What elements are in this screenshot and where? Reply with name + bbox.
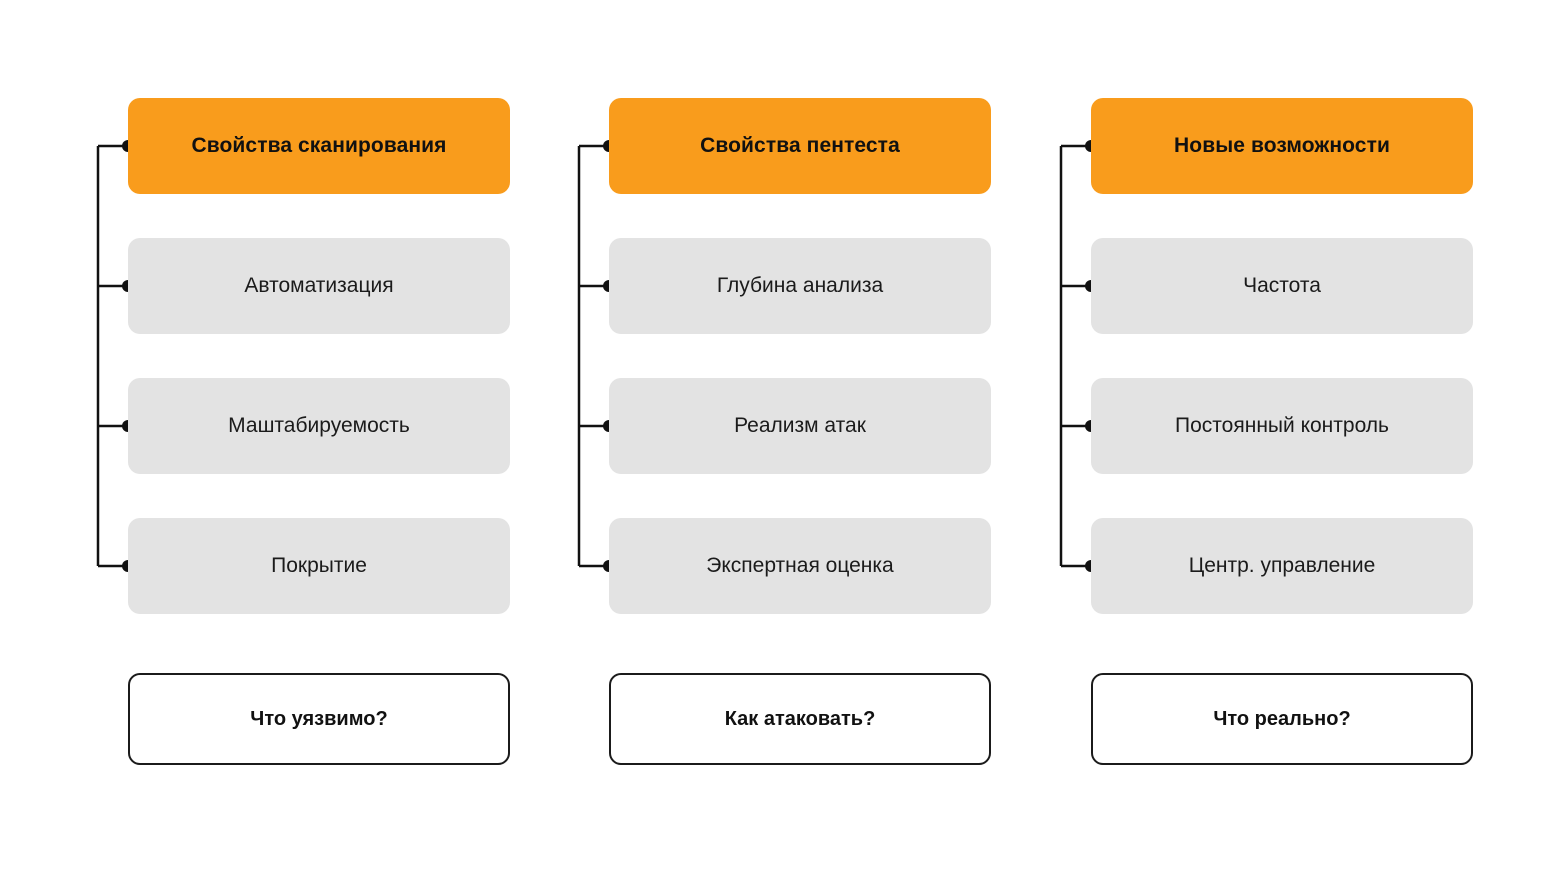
column-header-label: Новые возможности: [1174, 134, 1390, 158]
column-item-box[interactable]: [1091, 378, 1473, 474]
column-item-label: Частота: [1243, 274, 1321, 298]
column-footer-label: Как атаковать?: [724, 708, 876, 730]
column-item-label: Экспертная оценка: [706, 554, 894, 578]
column-footer-label: Что реально?: [1213, 708, 1351, 730]
column-header-label: Свойства пентеста: [700, 134, 900, 158]
column-item-box[interactable]: [1091, 238, 1473, 334]
diagram-column-1: [88, 0, 508, 877]
column-footer-box[interactable]: [609, 673, 991, 765]
column-header-box[interactable]: [1091, 98, 1473, 194]
column-footer-label: Что уязвимо?: [250, 708, 388, 730]
column-item-label: Постоянный контроль: [1175, 414, 1389, 438]
column-item-label: Покрытие: [271, 554, 367, 578]
column-item-box[interactable]: [128, 238, 510, 334]
diagram-column-3: [1051, 0, 1471, 877]
column-header-box[interactable]: [609, 98, 991, 194]
column-item-box[interactable]: [609, 238, 991, 334]
column-header-box[interactable]: [128, 98, 510, 194]
column-item-label: Глубина анализа: [716, 274, 884, 298]
column-item-box[interactable]: [128, 378, 510, 474]
column-item-label: Центр. управление: [1188, 554, 1376, 578]
column-item-box[interactable]: [128, 518, 510, 614]
column-item-box[interactable]: [1091, 518, 1473, 614]
column-item-label: Реализм атак: [734, 414, 866, 438]
column-item-box[interactable]: [609, 518, 991, 614]
column-item-label: Маштабируемость: [228, 414, 410, 438]
column-header-label: Свойства сканирования: [191, 134, 447, 158]
column-item-label: Автоматизация: [244, 274, 394, 298]
column-footer-box[interactable]: [128, 673, 510, 765]
column-footer-box[interactable]: [1091, 673, 1473, 765]
diagram-column-2: [569, 0, 989, 877]
column-item-box[interactable]: [609, 378, 991, 474]
